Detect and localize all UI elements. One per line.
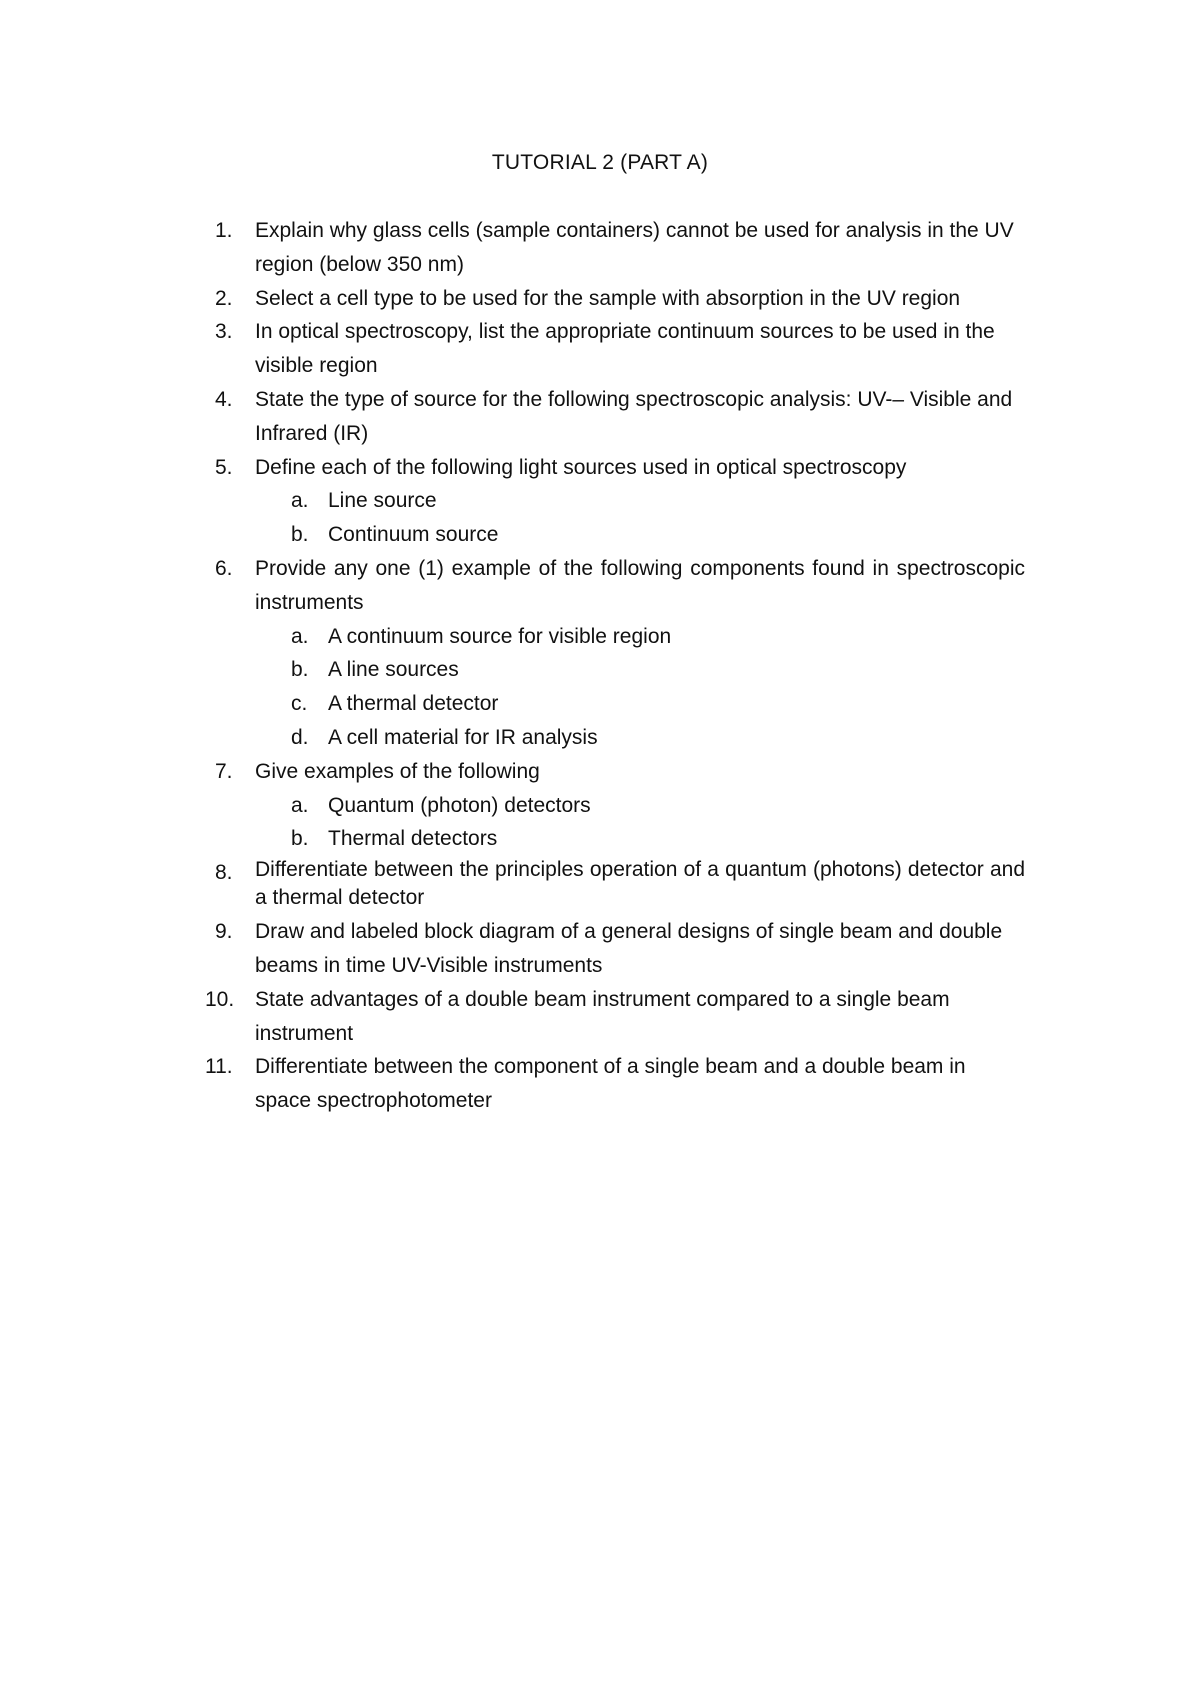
sub-question-item (255, 721, 1025, 755)
sub-question-item (255, 822, 1025, 856)
question-text: Define each of the following light sources used in optical spectroscopy (255, 455, 907, 479)
question-text: State advantages of a double beam instrument compared to a single beam instrument (255, 987, 950, 1045)
question-text: In optical spectroscopy, list the appropriate continuum sources to be used in the visible region (255, 320, 995, 378)
question-item (205, 983, 1025, 1051)
sub-question-text: Quantum (photon) detectors (328, 793, 591, 817)
question-number: 2. (215, 286, 233, 310)
question-number: 9. (215, 920, 233, 944)
sub-question-letter: b. (291, 523, 309, 547)
sub-question-text: Line source (328, 489, 437, 513)
sub-question-text: Continuum source (328, 523, 499, 547)
question-number: 6. (215, 556, 233, 580)
sub-question-list (255, 620, 1025, 755)
sub-question-text: A cell material for IR analysis (328, 725, 598, 749)
question-text: Give examples of the following (255, 759, 540, 783)
sub-question-item (255, 484, 1025, 518)
question-number: 1. (215, 219, 233, 242)
question-item (205, 214, 1025, 282)
sub-question-text: Thermal detectors (328, 827, 498, 851)
sub-question-item (255, 653, 1025, 687)
question-item (205, 451, 1025, 552)
question-text: Provide any one (1) example of the following components found in spectroscopic instruments (255, 556, 1025, 614)
question-text: Explain why glass cells (sample containers) cannot be used for analysis in the UV region (below 350 nm) (255, 219, 1014, 276)
question-number: 3. (215, 320, 233, 344)
sub-question-letter: d. (291, 725, 309, 749)
sub-question-list (255, 789, 1025, 857)
sub-question-letter: a. (291, 624, 309, 648)
sub-question-item (255, 789, 1025, 823)
question-item (205, 282, 1025, 316)
question-text: Differentiate between the component of a single beam and a double beam in space spectrophotometer (255, 1055, 966, 1113)
question-number: 5. (215, 455, 233, 479)
question-text: Select a cell type to be used for the sample with absorption in the UV region (255, 286, 961, 310)
sub-question-letter: b. (291, 658, 309, 682)
question-number: 8. (215, 861, 233, 885)
question-text: Draw and labeled block diagram of a general designs of single beam and double beams in time UV-Visible instruments (255, 920, 1003, 977)
sub-question-letter: a. (291, 489, 309, 513)
sub-question-letter: b. (291, 827, 309, 851)
sub-question-text: A thermal detector (328, 692, 499, 716)
page-title: TUTORIAL 2 (PART A) (491, 151, 709, 174)
question-item (205, 315, 1025, 383)
question-item (205, 856, 1025, 915)
question-number: 10. (205, 987, 235, 1011)
question-number: 7. (215, 759, 233, 783)
question-list (205, 214, 1025, 1118)
sub-question-item (255, 620, 1025, 654)
question-item (205, 1050, 1025, 1118)
question-text: Differentiate between the principles operation of a quantum (photons) detector and a thermal detector (255, 858, 1025, 910)
sub-question-text: A line sources (328, 658, 459, 682)
sub-question-letter: c. (291, 692, 308, 716)
sub-question-letter: a. (291, 793, 309, 817)
sub-question-text: A continuum source for visible region (328, 624, 672, 648)
question-text: State the type of source for the following spectroscopic analysis: UV-– Visible and Infrared (IR) (255, 387, 1013, 445)
sub-question-list (255, 484, 1025, 552)
sub-question-item (255, 687, 1025, 721)
question-item (205, 552, 1025, 755)
sub-question-item (255, 518, 1025, 552)
question-item (205, 383, 1025, 451)
question-number: 11. (205, 1055, 233, 1079)
question-item (205, 915, 1025, 983)
question-number: 4. (215, 387, 233, 411)
question-item (205, 755, 1025, 856)
